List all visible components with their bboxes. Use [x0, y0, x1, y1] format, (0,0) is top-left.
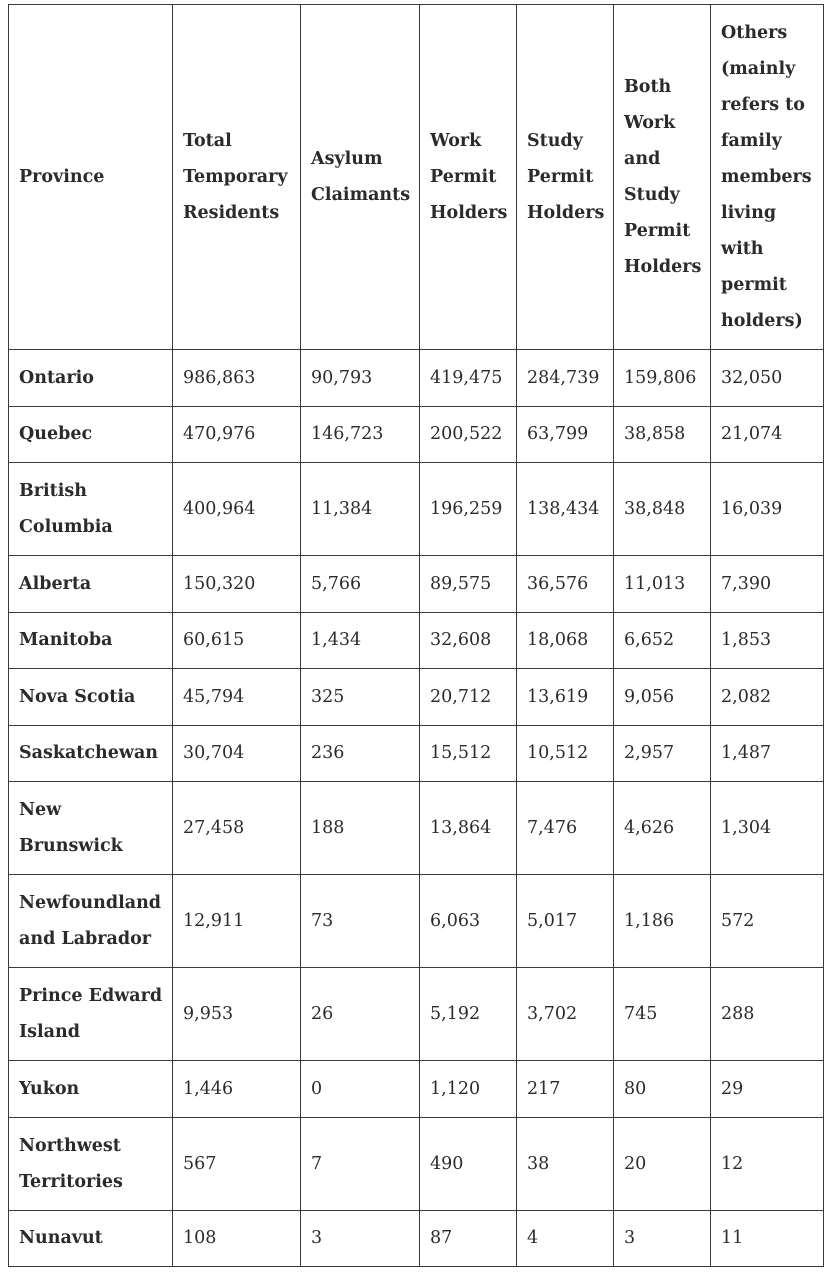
- study-permit-cell: 5,017: [517, 875, 614, 968]
- table-row: [9, 612, 824, 669]
- work-permit-cell: 196,259: [420, 463, 517, 556]
- study-permit-cell: 18,068: [517, 612, 614, 669]
- study-permit-cell: 10,512: [517, 725, 614, 782]
- asylum-cell: 7: [301, 1117, 420, 1210]
- header-others: Others (mainly refers to family members living with permit holders): [711, 5, 824, 350]
- total-cell: 9,953: [173, 968, 301, 1061]
- asylum-cell: 188: [301, 782, 420, 875]
- work-permit-cell: 87: [420, 1210, 517, 1267]
- study-permit-cell: 7,476: [517, 782, 614, 875]
- work-permit-cell: 1,120: [420, 1061, 517, 1118]
- total-cell: 60,615: [173, 612, 301, 669]
- both-permit-cell: 20: [614, 1117, 711, 1210]
- header-study-permit-holders: Study Permit Holders: [517, 5, 614, 350]
- both-permit-cell: 4,626: [614, 782, 711, 875]
- both-permit-cell: 80: [614, 1061, 711, 1118]
- study-permit-cell: 38: [517, 1117, 614, 1210]
- total-cell: 45,794: [173, 669, 301, 726]
- province-cell: Yukon: [9, 1061, 173, 1118]
- others-cell: 1,853: [711, 612, 824, 669]
- province-cell: Newfoundland and Labrador: [9, 875, 173, 968]
- asylum-cell: 73: [301, 875, 420, 968]
- others-cell: 1,304: [711, 782, 824, 875]
- study-permit-cell: 3,702: [517, 968, 614, 1061]
- table-row: [9, 725, 824, 782]
- both-permit-cell: 3: [614, 1210, 711, 1267]
- work-permit-cell: 490: [420, 1117, 517, 1210]
- province-cell: Prince Edward Island: [9, 968, 173, 1061]
- others-cell: 1,487: [711, 725, 824, 782]
- asylum-cell: 3: [301, 1210, 420, 1267]
- others-cell: 11: [711, 1210, 824, 1267]
- asylum-cell: 5,766: [301, 556, 420, 613]
- table-row: [9, 669, 824, 726]
- table-row: [9, 875, 824, 968]
- table-row: [9, 406, 824, 463]
- work-permit-cell: 6,063: [420, 875, 517, 968]
- others-cell: 21,074: [711, 406, 824, 463]
- both-permit-cell: 9,056: [614, 669, 711, 726]
- total-cell: 12,911: [173, 875, 301, 968]
- asylum-cell: 26: [301, 968, 420, 1061]
- both-permit-cell: 159,806: [614, 350, 711, 407]
- work-permit-cell: 5,192: [420, 968, 517, 1061]
- work-permit-cell: 32,608: [420, 612, 517, 669]
- province-cell: Nova Scotia: [9, 669, 173, 726]
- work-permit-cell: 13,864: [420, 782, 517, 875]
- asylum-cell: 11,384: [301, 463, 420, 556]
- both-permit-cell: 2,957: [614, 725, 711, 782]
- both-permit-cell: 38,848: [614, 463, 711, 556]
- temporary-residents-table: [8, 4, 824, 1267]
- table-row: [9, 350, 824, 407]
- asylum-cell: 90,793: [301, 350, 420, 407]
- table-row: [9, 463, 824, 556]
- others-cell: 7,390: [711, 556, 824, 613]
- work-permit-cell: 200,522: [420, 406, 517, 463]
- province-cell: Manitoba: [9, 612, 173, 669]
- header-province: Province: [9, 5, 173, 350]
- asylum-cell: 146,723: [301, 406, 420, 463]
- total-cell: 567: [173, 1117, 301, 1210]
- province-cell: Nunavut: [9, 1210, 173, 1267]
- table-row: [9, 1210, 824, 1267]
- total-cell: 470,976: [173, 406, 301, 463]
- province-cell: Ontario: [9, 350, 173, 407]
- asylum-cell: 236: [301, 725, 420, 782]
- asylum-cell: 1,434: [301, 612, 420, 669]
- others-cell: 16,039: [711, 463, 824, 556]
- header-row: [9, 5, 824, 350]
- header-both-permit-holders: Both Work and Study Permit Holders: [614, 5, 711, 350]
- table-row: [9, 1061, 824, 1118]
- study-permit-cell: 217: [517, 1061, 614, 1118]
- header-work-permit-holders: Work Permit Holders: [420, 5, 517, 350]
- total-cell: 986,863: [173, 350, 301, 407]
- table-row: [9, 1117, 824, 1210]
- asylum-cell: 325: [301, 669, 420, 726]
- others-cell: 2,082: [711, 669, 824, 726]
- study-permit-cell: 4: [517, 1210, 614, 1267]
- province-cell: Alberta: [9, 556, 173, 613]
- study-permit-cell: 13,619: [517, 669, 614, 726]
- study-permit-cell: 138,434: [517, 463, 614, 556]
- others-cell: 288: [711, 968, 824, 1061]
- both-permit-cell: 1,186: [614, 875, 711, 968]
- province-cell: Quebec: [9, 406, 173, 463]
- header-asylum-claimants: Asylum Claimants: [301, 5, 420, 350]
- total-cell: 400,964: [173, 463, 301, 556]
- table-container: [8, 4, 824, 1267]
- table-body: [9, 350, 824, 1267]
- total-cell: 150,320: [173, 556, 301, 613]
- study-permit-cell: 63,799: [517, 406, 614, 463]
- work-permit-cell: 89,575: [420, 556, 517, 613]
- table-row: [9, 782, 824, 875]
- study-permit-cell: 284,739: [517, 350, 614, 407]
- province-cell: Northwest Territories: [9, 1117, 173, 1210]
- both-permit-cell: 745: [614, 968, 711, 1061]
- province-cell: Saskatchewan: [9, 725, 173, 782]
- others-cell: 12: [711, 1117, 824, 1210]
- province-cell: British Columbia: [9, 463, 173, 556]
- total-cell: 30,704: [173, 725, 301, 782]
- work-permit-cell: 419,475: [420, 350, 517, 407]
- others-cell: 572: [711, 875, 824, 968]
- others-cell: 32,050: [711, 350, 824, 407]
- total-cell: 108: [173, 1210, 301, 1267]
- asylum-cell: 0: [301, 1061, 420, 1118]
- work-permit-cell: 15,512: [420, 725, 517, 782]
- work-permit-cell: 20,712: [420, 669, 517, 726]
- header-total-temporary-residents: Total Temporary Residents: [173, 5, 301, 350]
- both-permit-cell: 6,652: [614, 612, 711, 669]
- province-cell: New Brunswick: [9, 782, 173, 875]
- table-row: [9, 968, 824, 1061]
- study-permit-cell: 36,576: [517, 556, 614, 613]
- others-cell: 29: [711, 1061, 824, 1118]
- both-permit-cell: 38,858: [614, 406, 711, 463]
- table-header: [9, 5, 824, 350]
- both-permit-cell: 11,013: [614, 556, 711, 613]
- table-row: [9, 556, 824, 613]
- total-cell: 1,446: [173, 1061, 301, 1118]
- total-cell: 27,458: [173, 782, 301, 875]
